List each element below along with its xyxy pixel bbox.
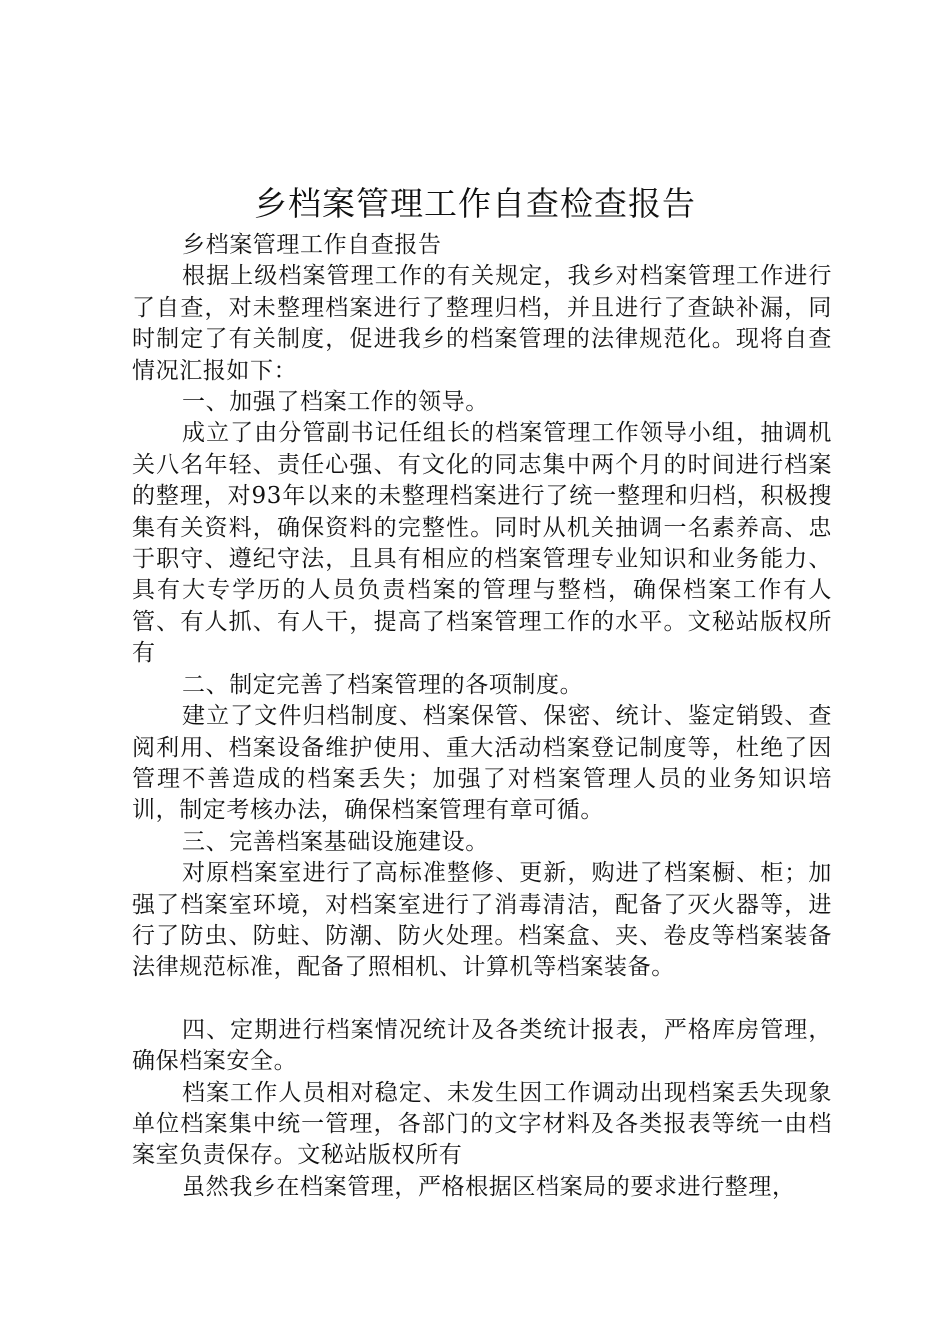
paragraph-section-2: 建立了文件归档制度、档案保管、保密、统计、鉴定销毁、查阅利用、档案设备维护使用、重大活动档案登记制度等，杜绝了因管理不善造成的档案丢失；加强了对档案管理人员的业务知识培训，制定考核办法，确保档案管理有章可循。	[132, 703, 832, 824]
document-title: 乡档案管理工作自查检查报告	[254, 184, 696, 223]
paragraph-subtitle: 乡档案管理工作自查报告	[182, 232, 442, 258]
section-heading-1: 一、加强了档案工作的领导。	[182, 389, 489, 416]
document-body	[132, 230, 832, 1203]
section-heading-3: 三、完善档案基础设施建设。	[182, 828, 489, 855]
paragraph-closing: 虽然我乡在档案管理，严格根据区档案局的要求进行整理，	[182, 1173, 796, 1200]
paragraph-section-4: 档案工作人员相对稳定、未发生因工作调动出现档案丢失现象单位档案集中统一管理，各部门的文字材料及各类报表等统一由档案室负责保存。文秘站版权所有	[132, 1079, 832, 1169]
paragraph-section-3: 对原档案室进行了高标准整修、更新，购进了档案橱、柜；加强了档案室环境，对档案室进行了消毒清洁，配备了灭火器等，进行了防虫、防蛀、防潮、防火处理。档案盒、夹、卷皮等档案装备法律规范标准，配备了照相机、计算机等档案装备。	[132, 860, 832, 981]
section-heading-2: 二、制定完善了档案管理的各项制度。	[182, 671, 584, 698]
paragraph-intro: 根据上级档案管理工作的有关规定，我乡对档案管理工作进行了自查，对未整理档案进行了整理归档，并且进行了查缺补漏，同时制定了有关制度，促进我乡的档案管理的法律规范化。现将自查情况汇报如下：	[132, 263, 832, 384]
paragraph-section-1: 成立了由分管副书记任组长的档案管理工作领导小组，抽调机关八名年轻、责任心强、有文化的同志集中两个月的时间进行档案的整理，对93年以来的未整理档案进行了统一整理和归档，积极搜集有关资料，确保资料的完整性。同时从机关抽调一名素养高、忠于职守、遵纪守法，且具有相应的档案管理专业知识和业务能力、具有大专学历的人员负责档案的管理与整档，确保档案工作有人管、有人抓、有人干，提高了档案管理工作的水平。文秘站版权所有	[132, 420, 832, 667]
section-heading-4: 四、定期进行档案情况统计及各类统计报表，严格库房管理，确保档案安全。	[132, 1016, 832, 1075]
